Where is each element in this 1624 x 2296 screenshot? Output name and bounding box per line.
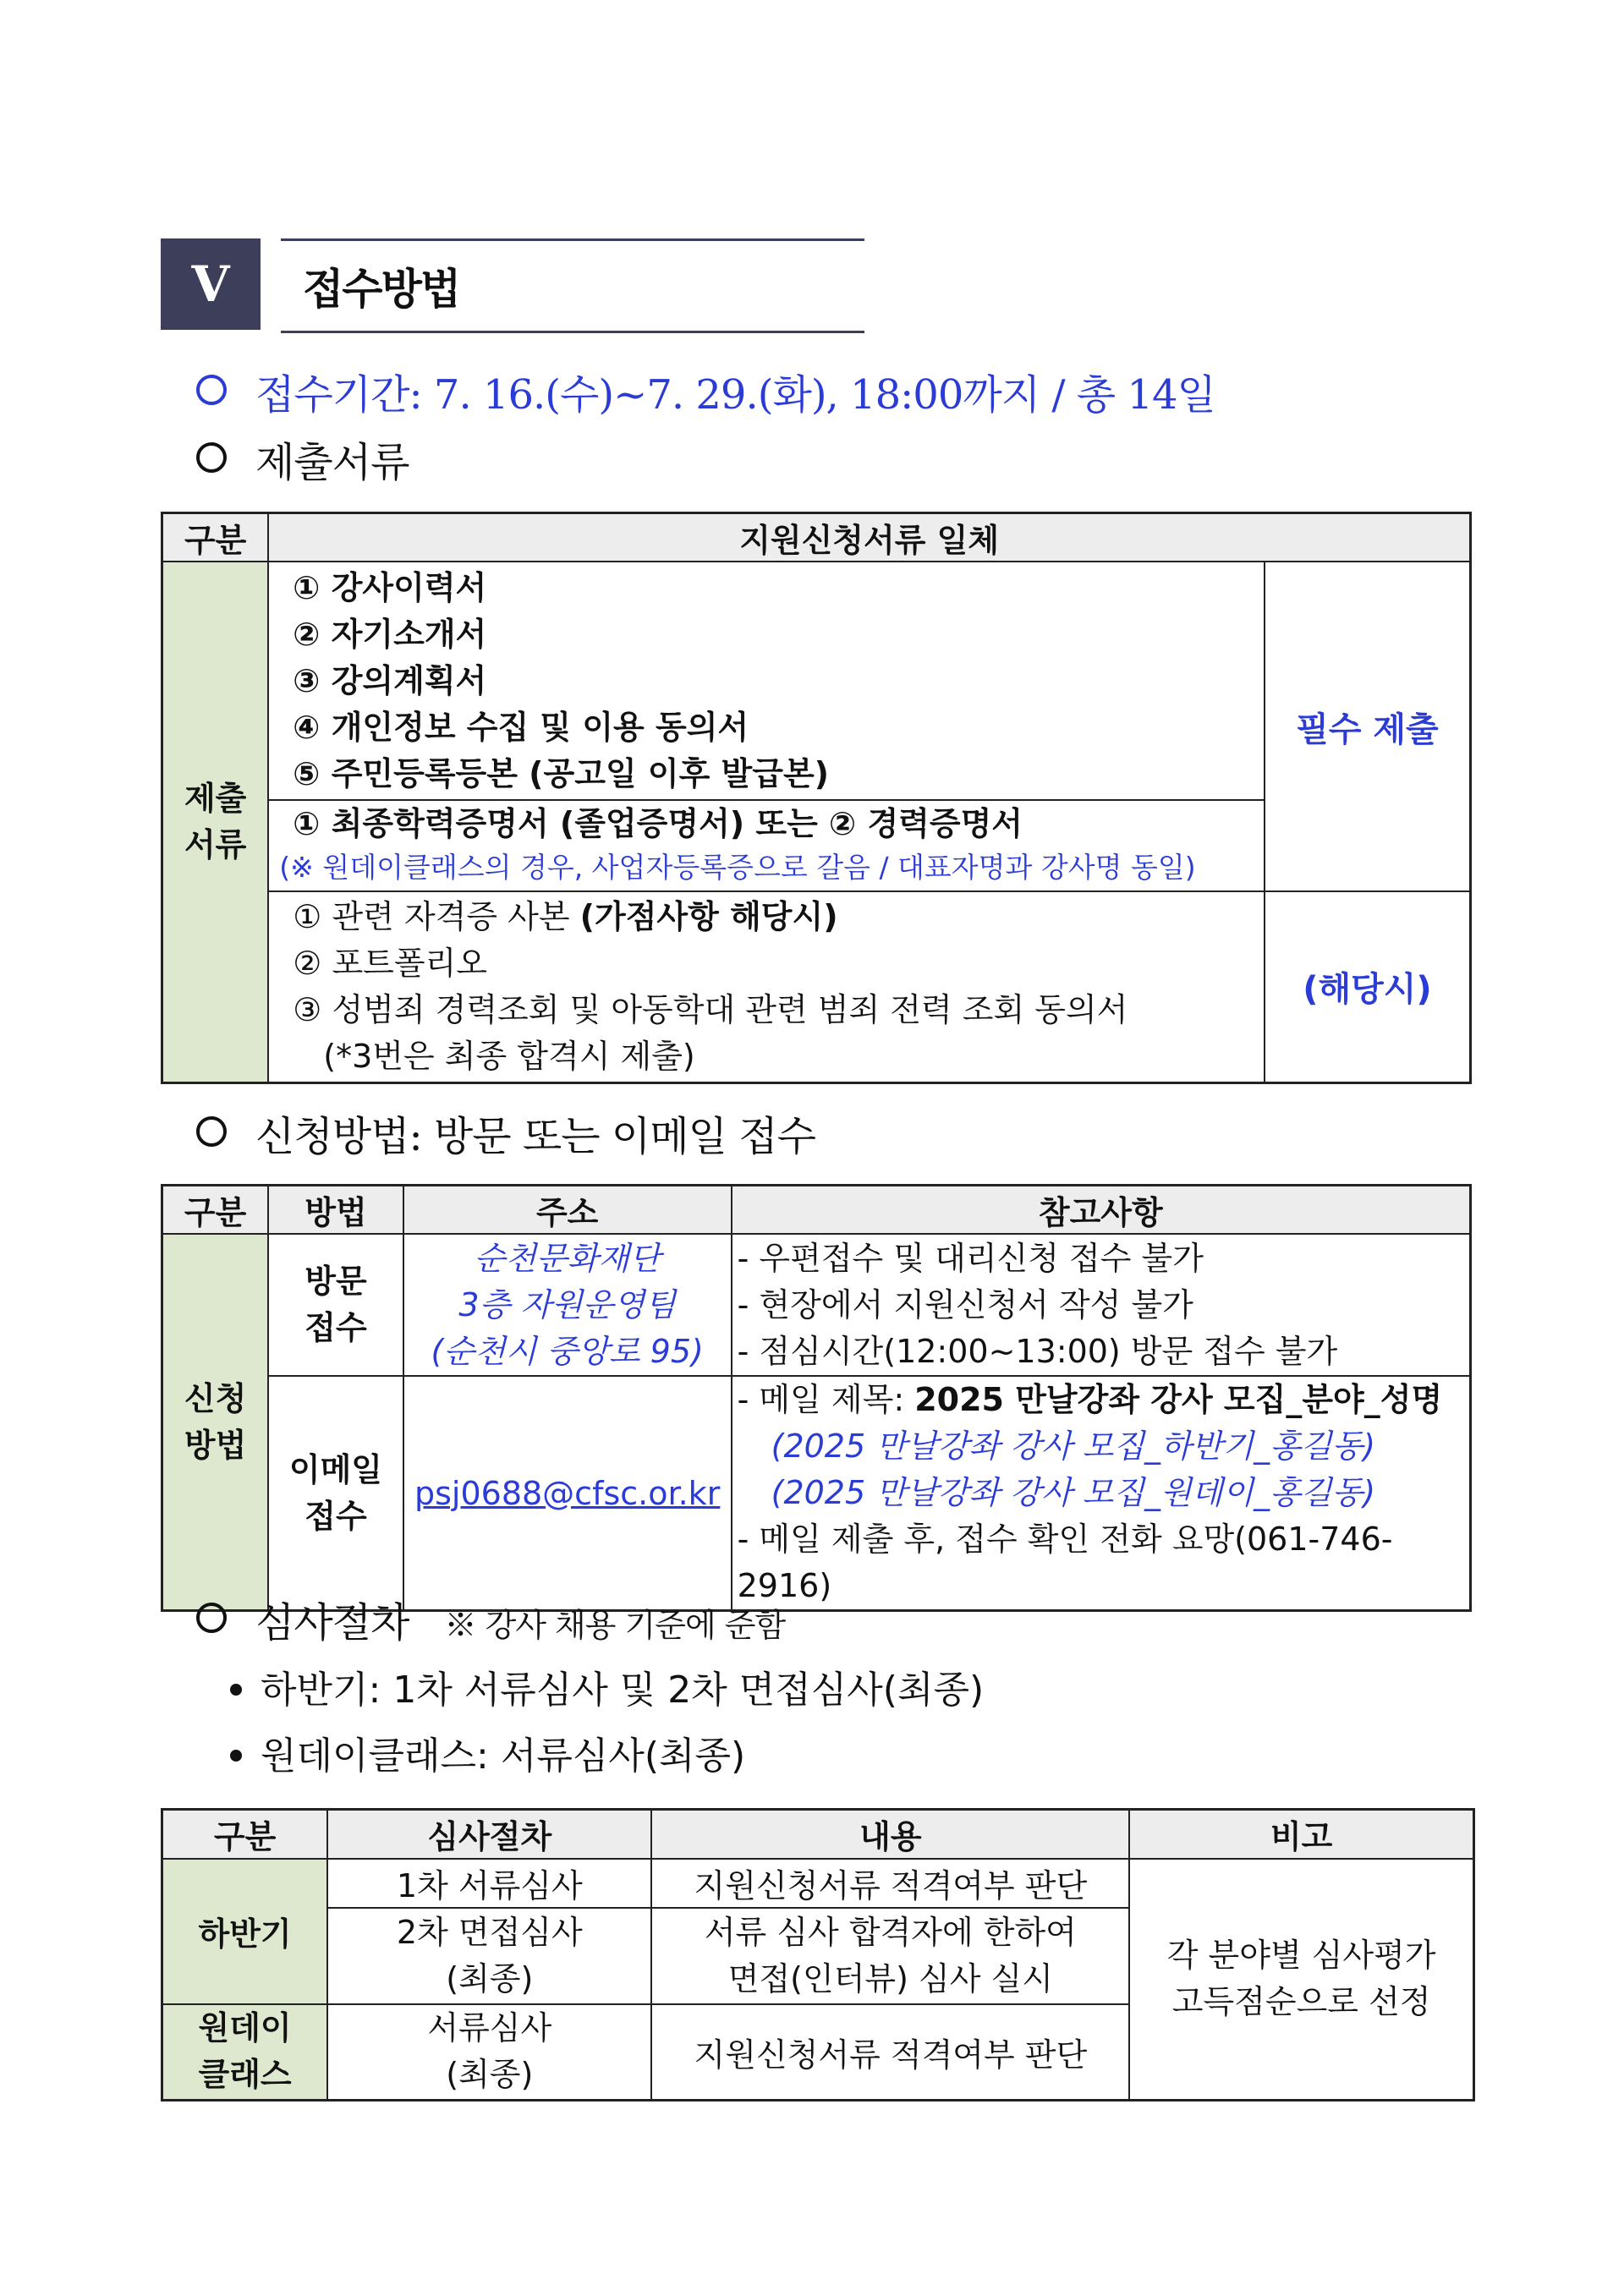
education-cell — [268, 800, 1265, 891]
review-table — [161, 1808, 1475, 2101]
education-note: (※ 원데이클래스의 경우, 사업자등록증으로 갈음 / 대표자명과 강사명 동일) — [279, 851, 1196, 884]
visit-notes-cell — [732, 1234, 1471, 1376]
review-note: ※ 강사 채용 기준에 준함 — [444, 1607, 786, 1644]
circle-bullet-icon — [196, 442, 227, 473]
note-example: (2025 만날강좌 강사 모집_하반기_홍길동) — [771, 1427, 1376, 1465]
table-header-procedure: 심사절차 — [327, 1810, 651, 1859]
application-method-table — [161, 1184, 1472, 1612]
documents-heading: 제출서류 — [255, 439, 409, 486]
note-example: (2025 만날강좌 강사 모집_원데이_홍길동) — [771, 1474, 1376, 1511]
documents-table — [161, 512, 1472, 1084]
list-item-text: ① 관련 자격증 사본 — [293, 897, 580, 935]
optional-label-cell: (해당시) — [1265, 891, 1471, 1082]
table-header-notes: 참고사항 — [732, 1186, 1471, 1235]
note-line: - 현장에서 지원신청서 작성 불가 — [737, 1285, 1193, 1323]
section-title-bar — [281, 238, 864, 333]
visit-address-cell — [403, 1234, 732, 1376]
address-line: (순천시 중앙로 95) — [431, 1332, 704, 1370]
list-item: ③ 강의계획서 — [293, 661, 487, 699]
half-content1: 지원신청서류 적격여부 판단 — [651, 1859, 1129, 1908]
method-line — [196, 1104, 815, 1162]
email-method-cell: 이메일 접수 — [268, 1376, 403, 1611]
table-header-documents: 지원신청서류 일체 — [268, 513, 1470, 562]
address-line: 순천문화재단 — [474, 1239, 661, 1277]
bullet-text: 원데이클래스: 서류심사(최종) — [261, 1734, 746, 1778]
reception-period-line — [196, 362, 1215, 420]
list-item: ⑤ 주민등록등본 (공고일 이후 발급본) — [293, 754, 830, 792]
circle-bullet-icon — [196, 375, 227, 405]
table-header-content: 내용 — [651, 1810, 1129, 1859]
table-header-category: 구분 — [162, 1810, 328, 1859]
half-year-label: 하반기 — [162, 1859, 328, 2004]
list-item: ② 자기소개서 — [293, 615, 487, 653]
list-item-note: (*3번은 최종 합격시 제출) — [323, 1037, 695, 1075]
education-item: ① 최종학력증명서 (졸업증명서) 또는 ② 경력증명서 — [293, 805, 1023, 842]
required-label-cell: 필수 제출 — [1265, 562, 1471, 891]
review-bullet-half — [230, 1659, 984, 1713]
table-header-remark: 비고 — [1129, 1810, 1473, 1859]
half-step2: 2차 면접심사 (최종) — [327, 1908, 651, 2004]
oneday-label: 원데이 클래스 — [162, 2004, 328, 2101]
section-header — [161, 238, 871, 332]
review-line — [196, 1590, 785, 1648]
list-item: ③ 성범죄 경력조회 및 아동학대 관련 범죄 전력 조회 동의서 — [293, 990, 1128, 1028]
note-line: - 메일 제출 후, 접수 확인 전화 요망(061-746-2916) — [737, 1521, 1393, 1604]
note-line: - 우편접수 및 대리신청 접수 불가 — [737, 1239, 1204, 1277]
circle-bullet-icon — [196, 1603, 227, 1633]
documents-category-cell: 제출 서류 — [162, 562, 269, 1082]
method-heading: 신청방법: 방문 또는 이메일 접수 — [255, 1113, 815, 1160]
list-item: ④ 개인정보 수집 및 이용 동의서 — [293, 708, 749, 746]
table-header-category: 구분 — [162, 513, 269, 562]
note-line: - 점심시간(12:00~13:00) 방문 접수 불가 — [737, 1332, 1338, 1370]
email-notes-cell — [732, 1376, 1471, 1611]
oneday-step: 서류심사 (최종) — [327, 2004, 651, 2101]
half-content2: 서류 심사 합격자에 한하여 면접(인터뷰) 심사 실시 — [651, 1908, 1129, 2004]
list-item: ① 강사이력서 — [293, 568, 487, 606]
optional-items-cell — [268, 891, 1265, 1082]
documents-line — [196, 430, 409, 488]
method-category-cell: 신청 방법 — [162, 1234, 269, 1611]
dot-bullet-icon — [230, 1750, 242, 1762]
review-bullet-oneday — [230, 1725, 745, 1779]
list-item — [293, 894, 1264, 940]
circle-bullet-icon — [196, 1116, 227, 1147]
note-line — [738, 1377, 1469, 1423]
bullet-text: 하반기: 1차 서류심사 및 2차 면접심사(최종) — [261, 1669, 985, 1712]
email-link[interactable]: psj0688@cfsc.or.kr — [414, 1474, 721, 1512]
list-item: ② 포트폴리오 — [293, 944, 487, 982]
visit-method-cell: 방문 접수 — [268, 1234, 403, 1376]
table-header-category: 구분 — [162, 1186, 269, 1235]
email-address-cell — [403, 1376, 732, 1611]
section-number-badge: Ⅴ — [161, 238, 261, 330]
section-title: 접수방법 — [303, 265, 460, 314]
review-remark: 각 분야별 심사평가 고득점순으로 선정 — [1129, 1859, 1473, 2101]
oneday-content: 지원신청서류 적격여부 판단 — [651, 2004, 1129, 2101]
half-step1: 1차 서류심사 — [327, 1859, 651, 1908]
list-item-emphasis: (가점사항 해당시) — [579, 897, 838, 935]
table-header-address: 주소 — [403, 1186, 732, 1235]
address-line: 3층 자원운영팀 — [458, 1285, 676, 1323]
review-heading: 심사절차 — [255, 1599, 409, 1647]
reception-period-text: 접수기간: 7. 16.(수)~7. 29.(화), 18:00까지 / 총 14일 — [255, 371, 1215, 419]
table-header-method: 방법 — [268, 1186, 403, 1235]
required-items-cell — [268, 562, 1265, 800]
note-emphasis: 2025 만날강좌 강사 모집_분야_성명 — [914, 1381, 1443, 1418]
dot-bullet-icon — [230, 1684, 242, 1696]
note-text: - 메일 제목: — [737, 1381, 915, 1418]
